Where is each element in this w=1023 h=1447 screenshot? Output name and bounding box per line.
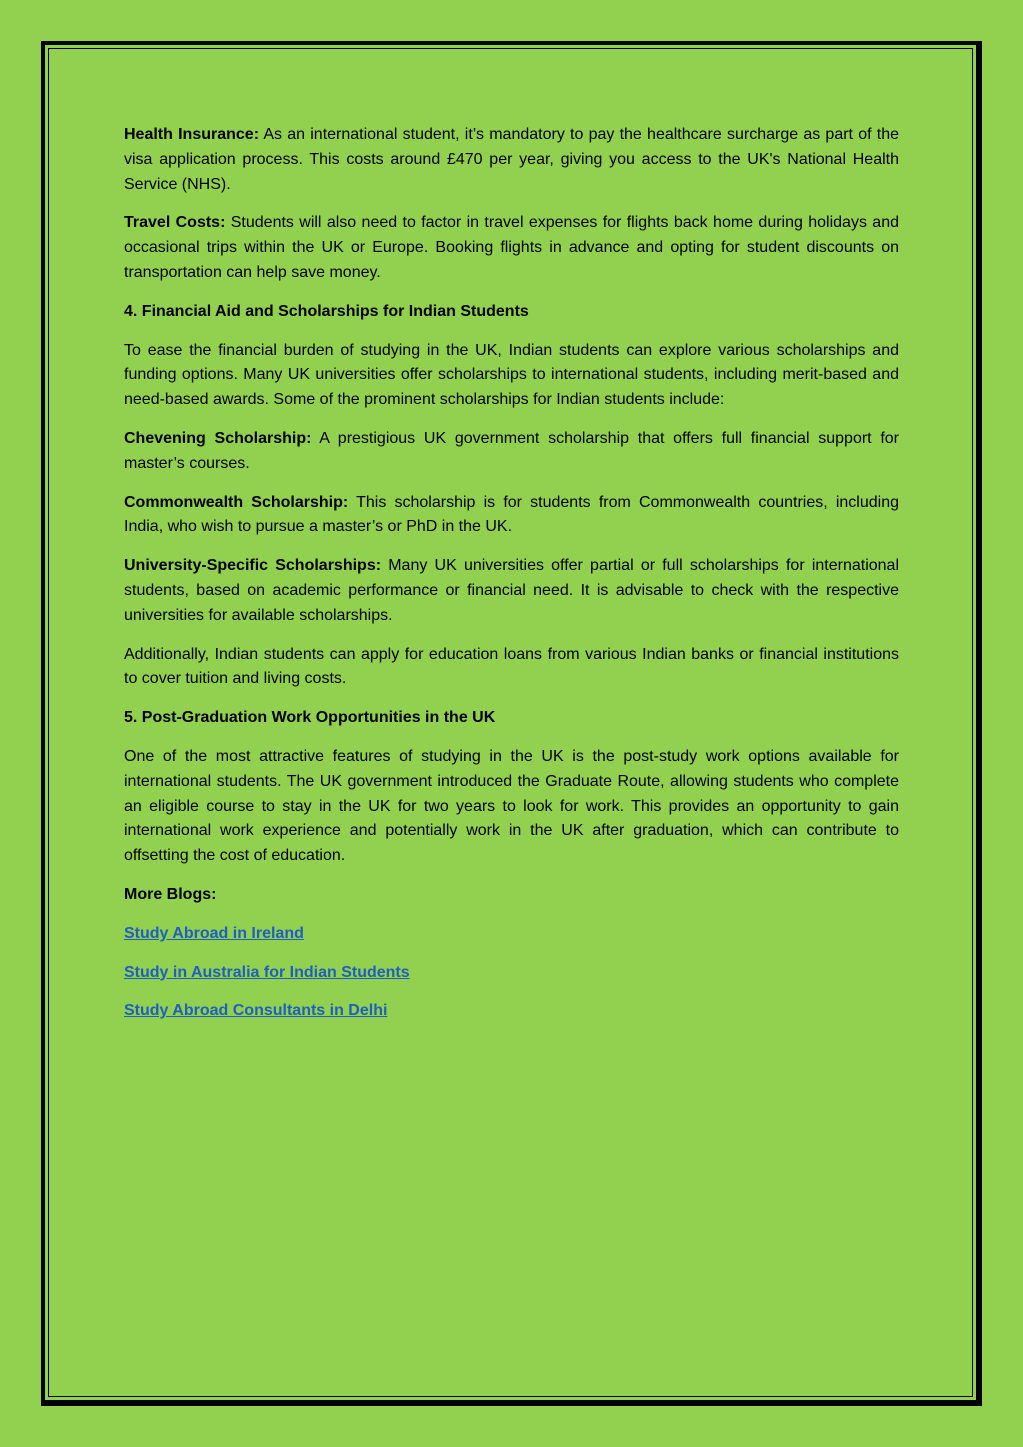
document-body (124, 123, 899, 1038)
chevening-text: A prestigious UK government scholarship that offers full financial support for master’s courses. (124, 429, 900, 472)
blog-link-row-2 (124, 961, 899, 986)
blog-link-consultants-delhi[interactable]: Study Abroad Consultants in Delhi (124, 1002, 388, 1020)
travel-costs-text: Students will also need to factor in travel expenses for flights back home during holidays and occasional trips within the UK or Europe. Booking flights in advance and opting for student discounts on transportation can help save money. (124, 214, 900, 281)
travel-costs-label: Travel Costs: (124, 214, 226, 232)
blog-link-row-3 (124, 999, 899, 1024)
blog-link-study-australia[interactable]: Study in Australia for Indian Students (124, 963, 410, 981)
financial-aid-intro: To ease the financial burden of studying in the UK, Indian students can explore various scholarships and funding options. Many UK universities offer scholarships to international students, including merit-based and need-based awards. Some of the prominent scholarships for Indian students include: (124, 341, 899, 409)
chevening-paragraph (124, 427, 899, 477)
university-scholarships-label: University-Specific Scholarships: (124, 557, 382, 575)
section-heading-post-graduation (124, 706, 899, 731)
section-heading-post-graduation-text: 5. Post-Graduation Work Opportunities in the UK (124, 709, 496, 727)
more-blogs-heading-text: More Blogs: (124, 885, 217, 903)
section-heading-financial-aid-text: 4. Financial Aid and Scholarships for Indian Students (124, 302, 529, 320)
commonwealth-paragraph (124, 491, 899, 541)
health-insurance-paragraph (124, 123, 899, 197)
post-graduation-paragraph: One of the most attractive features of studying in the UK is the post-study work options available for international students. The UK government introduced the Graduate Route, allowing students who complete an eligible course to stay in the UK for two years to look for work. This provides an opportunity to gain international work experience and potentially work in the UK after graduation, which can contribute to offsetting the cost of education. (124, 747, 899, 865)
blog-link-row-1 (124, 922, 899, 947)
health-insurance-text: As an international student, it’s mandatory to pay the healthcare surcharge as part of the visa application process. This costs around £470 per year, giving you access to the UK's National Health Service (NHS). (124, 126, 900, 193)
blog-link-study-abroad-ireland[interactable]: Study Abroad in Ireland (124, 924, 304, 942)
travel-costs-paragraph (124, 211, 899, 285)
health-insurance-label: Health Insurance: (124, 126, 260, 143)
section-heading-financial-aid (124, 300, 899, 325)
commonwealth-text: This scholarship is for students from Commonwealth countries, including India, who wish to pursue a master’s or PhD in the UK. (124, 493, 900, 536)
university-scholarships-paragraph (124, 554, 899, 628)
university-scholarships-text: Many UK universities offer partial or full scholarships for international students, based on academic performance or financial need. It is advisable to check with the respective universities for available scholarships. (124, 557, 899, 624)
chevening-label: Chevening Scholarship: (124, 429, 312, 447)
commonwealth-label: Commonwealth Scholarship: (124, 493, 349, 511)
more-blogs-heading (124, 883, 899, 908)
education-loans-paragraph: Additionally, Indian students can apply for education loans from various Indian banks or financial institutions to cover tuition and living costs. (124, 645, 899, 688)
